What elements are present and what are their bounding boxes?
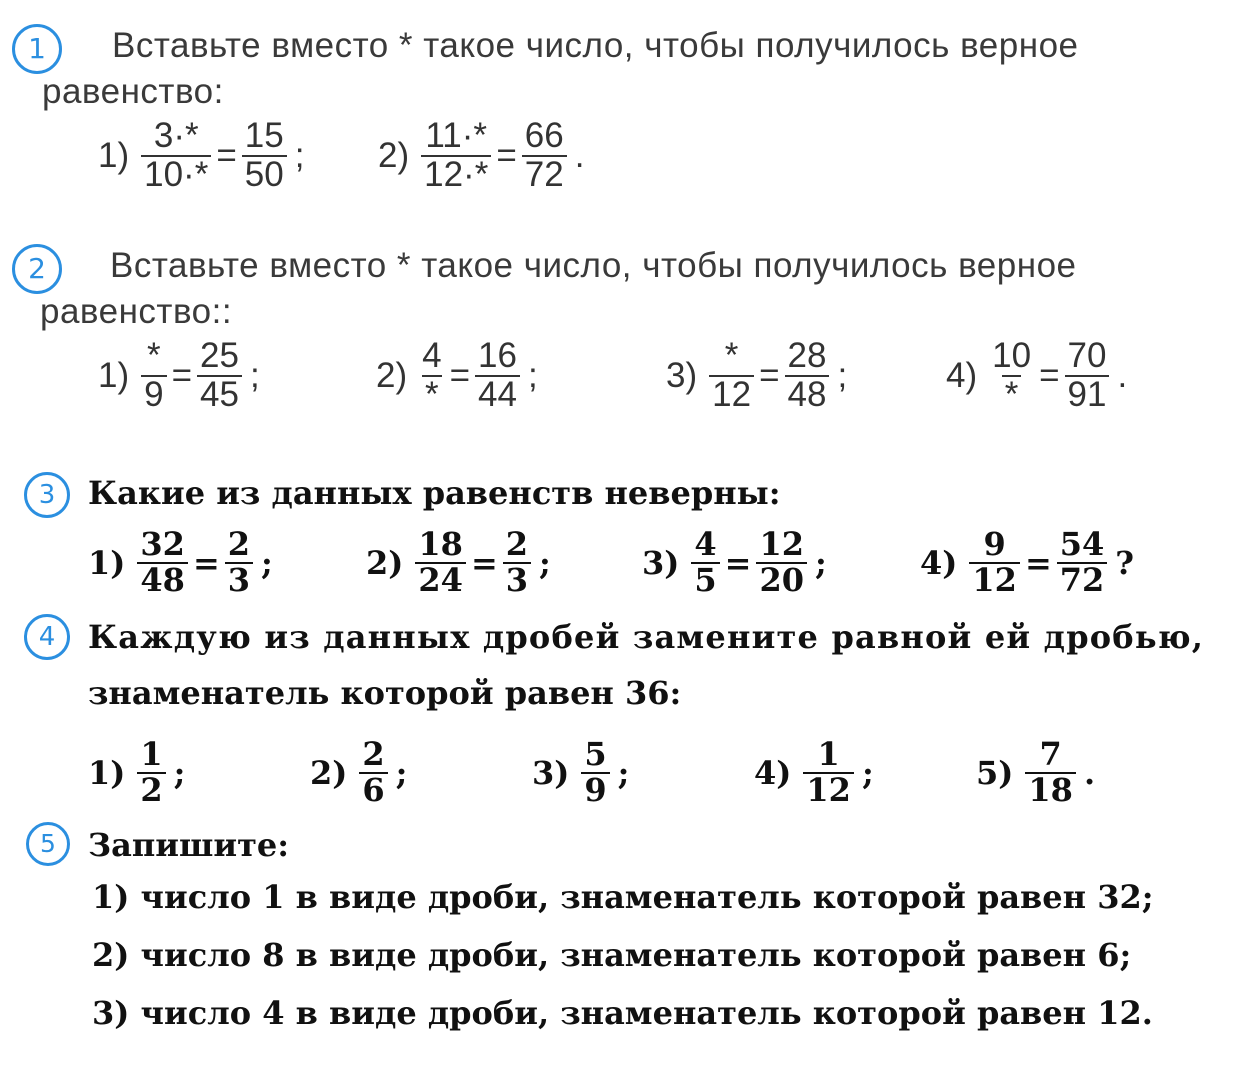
denominator: 6 (359, 772, 387, 808)
item-punctuation: ; (294, 135, 305, 175)
equals-sign: = (171, 355, 193, 395)
task-4-item-4 (754, 735, 874, 809)
denominator: * (422, 375, 442, 414)
equals-sign: = (470, 543, 498, 582)
denominator: 72 (522, 155, 567, 194)
fraction (756, 525, 807, 599)
fraction (503, 525, 531, 599)
equals-sign: = (759, 355, 780, 395)
task-2-item-3 (666, 338, 847, 414)
numerator: 9 (983, 525, 1006, 563)
fraction (225, 525, 253, 599)
fraction (522, 118, 567, 194)
task-3-badge: 3 (24, 472, 70, 518)
task-4-item-3 (532, 735, 630, 809)
denominator: 48 (137, 562, 188, 598)
fraction (803, 735, 854, 809)
task-2-item-2 (376, 338, 538, 414)
item-punctuation: ; (837, 355, 848, 395)
numerator: 12 (759, 525, 805, 563)
denominator: 2 (137, 772, 165, 808)
task-2-item-1 (98, 338, 260, 414)
numerator: 2 (505, 525, 529, 563)
numerator: 1 (817, 735, 840, 773)
task-1-item-2 (378, 118, 584, 194)
item-label: 1) (88, 543, 126, 582)
fraction (415, 525, 466, 599)
task-5-item-2: 2) число 8 в виде дроби, знаменатель которой равен 6; (92, 936, 1132, 974)
item-punctuation: ; (527, 355, 538, 395)
fraction (137, 525, 188, 599)
item-punctuation: ; (539, 543, 551, 582)
numerator: 32 (140, 525, 185, 563)
fraction (359, 735, 387, 809)
fraction (419, 338, 444, 414)
denominator: 12 (969, 562, 1020, 598)
equals-sign: = (1024, 543, 1052, 582)
numerator: 2 (227, 525, 251, 563)
fraction (141, 118, 211, 194)
task-3-item-3 (642, 525, 827, 599)
task-2-item-4 (946, 338, 1127, 414)
item-label: 1) (98, 355, 130, 395)
item-label: 1) (88, 753, 126, 792)
item-punctuation: ; (261, 543, 273, 582)
item-label: 2) (310, 753, 348, 792)
denominator: 3 (225, 562, 253, 598)
task-1-item-1 (98, 118, 304, 194)
denominator: 91 (1065, 375, 1110, 414)
numerator: 11·* (425, 116, 488, 155)
fraction (1065, 338, 1110, 414)
task-2-badge: 2 (12, 244, 62, 294)
item-label: 4) (920, 543, 958, 582)
task-4-instruction-line1: Каждую из данных дробей замените равной ей дробью, (88, 618, 1205, 656)
denominator: 48 (785, 375, 830, 414)
numerator: 2 (362, 735, 385, 773)
denominator: 72 (1057, 562, 1108, 598)
numerator: 66 (524, 116, 564, 155)
denominator: 45 (197, 375, 242, 414)
fraction (1057, 525, 1108, 599)
task-1-instruction-line1: Вставьте вместо * такое число, чтобы получилось верное (112, 26, 1079, 65)
task-2-instruction-line2: равенство:: (40, 292, 233, 331)
fraction (691, 525, 719, 599)
item-punctuation: . (574, 135, 585, 175)
item-punctuation: ; (617, 753, 630, 792)
item-punctuation: ? (1115, 543, 1135, 582)
denominator: 3 (503, 562, 531, 598)
fraction (421, 118, 491, 194)
task-4-item-2 (310, 735, 408, 809)
denominator: 5 (691, 562, 719, 598)
denominator: * (1002, 375, 1022, 414)
numerator: * (147, 336, 161, 375)
task-5-badge: 5 (26, 822, 70, 866)
task-1-badge: 1 (12, 24, 62, 74)
numerator: 70 (1067, 336, 1107, 375)
item-label: 3) (532, 753, 570, 792)
task-3-item-4 (920, 525, 1135, 599)
item-punctuation: . (1117, 355, 1128, 395)
numerator: 18 (418, 525, 463, 563)
numerator: 3·* (153, 116, 199, 155)
fraction (989, 338, 1034, 414)
item-label: 5) (976, 753, 1014, 792)
denominator: 9 (141, 375, 166, 414)
task-3-item-2 (366, 525, 551, 599)
numerator: 4 (694, 525, 717, 563)
numerator: 4 (422, 336, 442, 375)
fraction (709, 338, 754, 414)
task-5-instruction: Запишите: (88, 826, 290, 864)
numerator: 7 (1039, 735, 1062, 773)
denominator: 10·* (141, 155, 211, 194)
numerator: 10 (992, 336, 1032, 375)
task-4-item-5 (976, 735, 1096, 809)
numerator: 25 (200, 336, 239, 375)
equals-sign: = (496, 135, 517, 175)
task-4-instruction-line2: знаменатель которой равен 36: (88, 674, 682, 712)
fraction (581, 735, 609, 809)
fraction (475, 338, 520, 414)
task-3-item-1 (88, 525, 273, 599)
denominator: 12·* (421, 155, 491, 194)
item-punctuation: . (1083, 753, 1096, 792)
denominator: 12 (709, 375, 754, 414)
denominator: 18 (1025, 772, 1076, 808)
item-punctuation: ; (395, 753, 408, 792)
fraction (785, 338, 830, 414)
fraction (1025, 735, 1076, 809)
item-punctuation: ; (173, 753, 186, 792)
denominator: 12 (803, 772, 854, 808)
fraction (137, 735, 165, 809)
fraction (197, 338, 242, 414)
equals-sign: = (724, 543, 752, 582)
item-label: 2) (366, 543, 404, 582)
numerator: 1 (140, 735, 163, 773)
item-label: 2) (376, 355, 408, 395)
item-punctuation: ; (249, 355, 260, 395)
item-label: 2) (378, 135, 410, 175)
item-label: 4) (946, 355, 978, 395)
numerator: 54 (1059, 525, 1105, 563)
denominator: 44 (475, 375, 520, 414)
fraction (242, 118, 287, 194)
numerator: 5 (584, 735, 607, 773)
item-punctuation: ; (815, 543, 827, 582)
numerator: * (724, 336, 739, 375)
task-2-instruction-line1: Вставьте вместо * такое число, чтобы получилось верное (110, 246, 1077, 285)
task-5-item-1: 1) число 1 в виде дроби, знаменатель которой равен 32; (92, 878, 1154, 916)
equals-sign: = (449, 355, 471, 395)
item-punctuation: ; (861, 753, 874, 792)
denominator: 9 (581, 772, 609, 808)
task-3-instruction: Какие из данных равенств неверны: (88, 474, 781, 512)
denominator: 50 (242, 155, 287, 194)
fraction (141, 338, 166, 414)
equals-sign: = (216, 135, 237, 175)
item-label: 1) (98, 135, 130, 175)
task-4-badge: 4 (24, 614, 70, 660)
item-label: 3) (666, 355, 698, 395)
denominator: 20 (756, 562, 807, 598)
task-4-item-1 (88, 735, 186, 809)
task-1-instruction-line2: равенство: (42, 72, 224, 111)
numerator: 28 (787, 336, 827, 375)
numerator: 15 (244, 116, 284, 155)
equals-sign: = (192, 543, 220, 582)
denominator: 24 (415, 562, 466, 598)
item-label: 3) (642, 543, 680, 582)
task-5-item-3: 3) число 4 в виде дроби, знаменатель которой равен 12. (92, 994, 1153, 1032)
numerator: 16 (478, 336, 517, 375)
item-label: 4) (754, 753, 792, 792)
fraction (969, 525, 1020, 599)
equals-sign: = (1039, 355, 1060, 395)
